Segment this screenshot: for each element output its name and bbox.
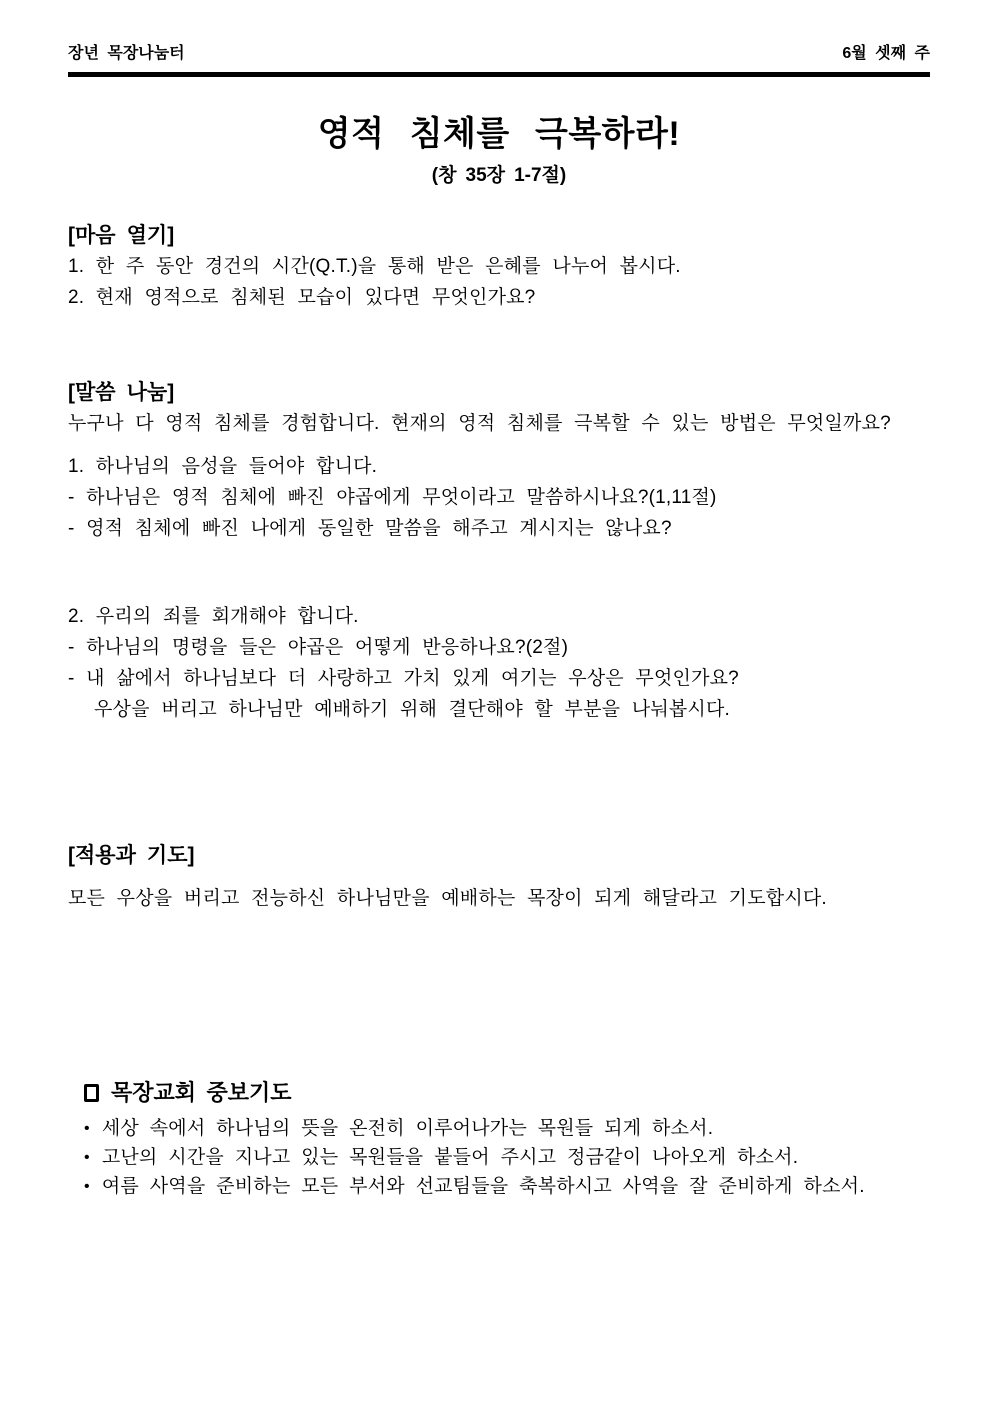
title-block: [68, 115, 930, 187]
checkbox-square-icon: [84, 1084, 99, 1102]
point-1-title: 1. 하나님의 음성을 들어야 합니다.: [68, 456, 378, 477]
section-application-prayer: [68, 840, 930, 914]
mind-opening-heading: [마음 열기]: [68, 224, 175, 247]
point-2-question-1: - 하나님의 명령을 들은 야곱은 어떻게 반응하나요?(2절): [68, 637, 569, 658]
bullet-icon: •: [84, 1178, 90, 1195]
header-left-label: 장년 목장나눔터: [68, 45, 185, 62]
word-sharing-point-1: [68, 451, 930, 544]
intercession-heading-row: [84, 1078, 930, 1108]
section-mind-opening: [68, 220, 930, 313]
intercession-list: [84, 1114, 930, 1201]
section-intercession: [68, 1078, 930, 1201]
mind-opening-question-1: 1. 한 주 동안 경건의 시간(Q.T.)을 통해 받은 은혜를 나누어 봅시다.: [68, 256, 681, 277]
point-2-question-2-continued: 우상을 버리고 하나님만 예배하기 위해 결단해야 할 부분을 나눠봅시다.: [94, 699, 731, 720]
application-heading: [적용과 기도]: [68, 844, 195, 867]
application-body: 모든 우상을 버리고 전능하신 하나님만을 예배하는 목장이 되게 해달라고 기도합시다.: [68, 888, 827, 909]
bullet-icon: •: [84, 1120, 90, 1137]
page-header: [68, 45, 930, 63]
point-1-question-2: - 영적 침체에 빠진 나에게 동일한 말씀을 해주고 계시지는 않나요?: [68, 518, 672, 539]
intercession-item: [84, 1172, 930, 1201]
intercession-item-text: 여름 사역을 준비하는 모든 부서와 선교팀들을 축복하시고 사역을 잘 준비하게 하소서.: [101, 1176, 865, 1197]
word-sharing-heading: [말씀 나눔]: [68, 381, 175, 404]
bullet-icon: •: [84, 1149, 90, 1166]
intercession-item: [84, 1143, 930, 1172]
word-sharing-point-2: [68, 601, 930, 725]
intercession-heading-label: 목장교회 중보기도: [111, 1080, 292, 1105]
mind-opening-question-2: 2. 현재 영적으로 침체된 모습이 있다면 무엇인가요?: [68, 287, 536, 308]
point-2-title: 2. 우리의 죄를 회개해야 합니다.: [68, 606, 359, 627]
point-1-question-1: - 하나님은 영적 침체에 빠진 야곱에게 무엇이라고 말씀하시나요?(1,11절): [68, 487, 717, 508]
section-word-sharing: [68, 377, 930, 725]
intercession-item: [84, 1114, 930, 1143]
intercession-item-text: 세상 속에서 하나님의 뜻을 온전히 이루어나가는 목원들 되게 하소서.: [101, 1118, 714, 1139]
point-2-question-2: - 내 삶에서 하나님보다 더 사랑하고 가치 있게 여기는 우상은 무엇인가요?: [68, 668, 739, 689]
document-title: 영적 침체를 극복하라!: [317, 115, 681, 153]
scripture-reference: (창 35장 1-7절): [431, 165, 567, 186]
word-sharing-intro: 누구나 다 영적 침체를 경험합니다. 현재의 영적 침체를 극복할 수 있는 방법은 무엇일까요?: [68, 413, 891, 434]
intercession-item-text: 고난의 시간을 지나고 있는 목원들을 붙들어 주시고 정금같이 나아오게 하소서.: [101, 1147, 799, 1168]
header-right-label: 6월 셋째 주: [842, 45, 930, 62]
header-divider: [68, 72, 930, 77]
